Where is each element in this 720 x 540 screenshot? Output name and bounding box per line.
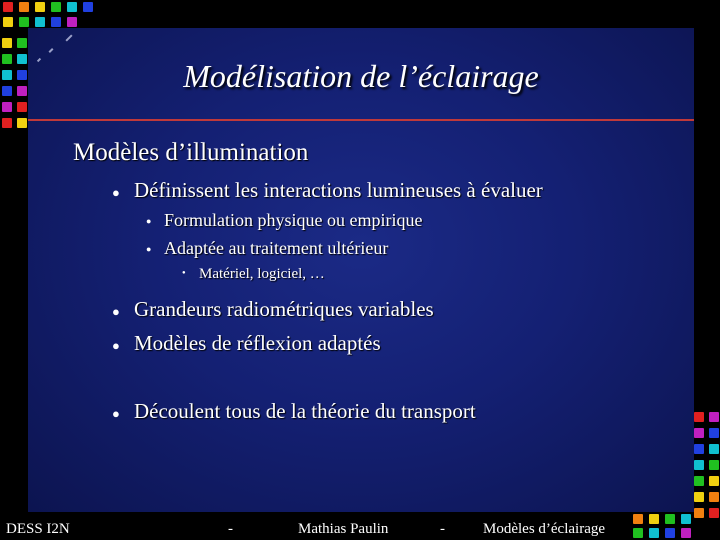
- decor-square: [2, 54, 12, 64]
- decor-square: [709, 460, 719, 470]
- bullet-item: Formulation physique ou empirique: [164, 210, 423, 230]
- decor-square: [694, 508, 704, 518]
- decor-square: [694, 444, 704, 454]
- bullet-icon: ●: [146, 216, 152, 226]
- decor-square: [694, 428, 704, 438]
- decor-square: [665, 514, 675, 524]
- decor-square: [3, 17, 13, 27]
- decor-square: [649, 528, 659, 538]
- footer-author: Mathias Paulin: [298, 521, 389, 537]
- decor-square: [67, 2, 77, 12]
- slide-panel: [28, 28, 694, 512]
- decor-square: [2, 70, 12, 80]
- decor-square: [17, 102, 27, 112]
- bullet-icon: ●: [182, 270, 186, 276]
- decor-square: [17, 70, 27, 80]
- decor-square: [17, 54, 27, 64]
- decor-square: [633, 528, 643, 538]
- decor-square: [709, 412, 719, 422]
- footer-separator: -: [440, 521, 445, 537]
- bullet-icon: ●: [112, 406, 120, 421]
- section-heading: Modèles d’illumination: [73, 139, 309, 166]
- decor-square: [83, 2, 93, 12]
- decor-square: [17, 38, 27, 48]
- decor-square: [19, 2, 29, 12]
- decor-square: [67, 17, 77, 27]
- decor-square: [665, 528, 675, 538]
- bullet-item: Adaptée au traitement ultérieur: [164, 238, 389, 258]
- decor-square: [2, 86, 12, 96]
- decor-square: [694, 412, 704, 422]
- decor-square: [2, 102, 12, 112]
- decor-square: [3, 2, 13, 12]
- decor-square: [709, 492, 719, 502]
- decor-square: [35, 2, 45, 12]
- footer-left: DESS I2N: [6, 521, 70, 537]
- bullet-item: Découlent tous de la théorie du transport: [134, 399, 476, 423]
- decor-square: [17, 86, 27, 96]
- decor-square: [19, 17, 29, 27]
- decor-square: [709, 508, 719, 518]
- decor-square: [709, 444, 719, 454]
- decor-square: [681, 514, 691, 524]
- decor-square: [694, 492, 704, 502]
- decor-square: [17, 118, 27, 128]
- decor-square: [35, 17, 45, 27]
- decor-square: [51, 17, 61, 27]
- bullet-icon: ●: [146, 244, 152, 254]
- decor-square: [633, 514, 643, 524]
- bullet-icon: ●: [112, 304, 120, 319]
- decor-square: [681, 528, 691, 538]
- decor-square: [649, 514, 659, 524]
- decor-square: [51, 2, 61, 12]
- bullet-item: Modèles de réflexion adaptés: [134, 331, 381, 355]
- footer-separator: -: [228, 521, 233, 537]
- footer-right: Modèles d’éclairage: [483, 521, 606, 537]
- slide-title: Modélisation de l’éclairage: [183, 58, 539, 94]
- decor-square: [694, 476, 704, 486]
- title-underline: [28, 119, 694, 121]
- decor-square: [2, 118, 12, 128]
- bullet-item: Matériel, logiciel, …: [199, 266, 325, 282]
- decor-square: [709, 476, 719, 486]
- decor-square: [709, 428, 719, 438]
- bullet-icon: ●: [112, 338, 120, 353]
- bullet-item: Grandeurs radiométriques variables: [134, 297, 434, 321]
- decor-square: [694, 460, 704, 470]
- bullet-item: Définissent les interactions lumineuses à évaluer: [134, 178, 543, 202]
- bullet-icon: ●: [112, 185, 120, 200]
- decor-square: [2, 38, 12, 48]
